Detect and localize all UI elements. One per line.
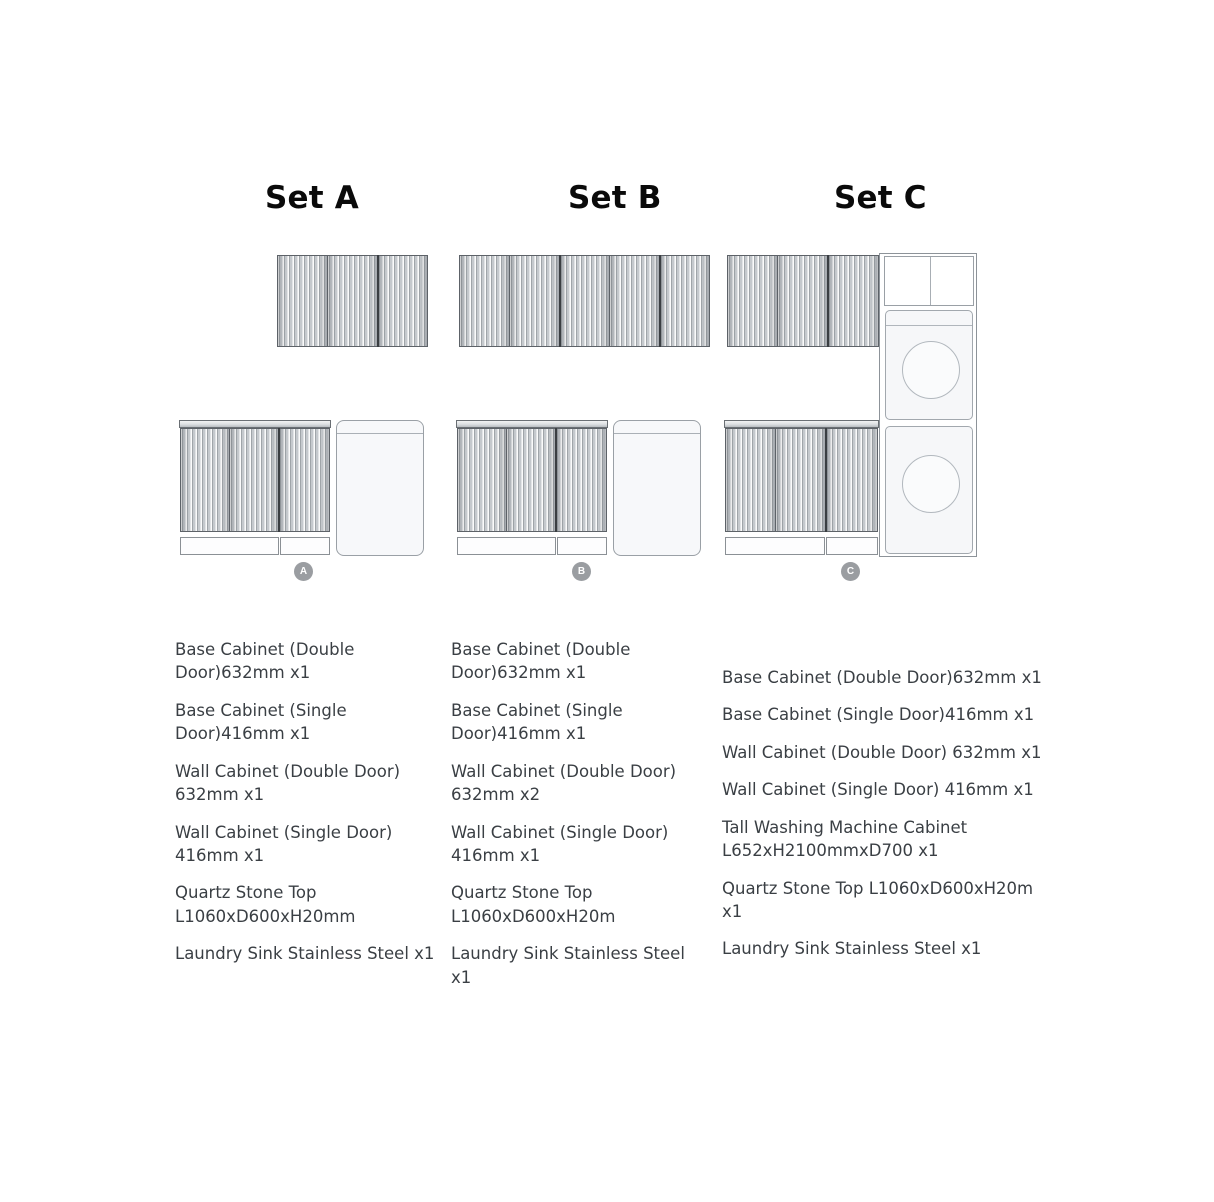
base-door-panel[interactable] (775, 428, 826, 532)
base-door-panel[interactable] (457, 428, 507, 532)
dryer-door-porthole (902, 455, 960, 513)
wall-door-panel[interactable] (509, 255, 560, 347)
plinth (180, 537, 279, 555)
spec-item: Laundry Sink Stainless Steel x1 (722, 939, 982, 959)
set-title-b: Set B (568, 180, 662, 216)
sink-top-edge (614, 433, 700, 434)
base-door-panel[interactable] (725, 428, 776, 532)
callout-badge-a: A (294, 562, 313, 581)
carcass-divider (377, 255, 379, 347)
spec-item: Wall Cabinet (Single Door) 416mm x1 (722, 780, 1034, 800)
wall-door-panel[interactable] (659, 255, 710, 347)
wall-door-panel[interactable] (827, 255, 879, 347)
laundry-sink-unit-a[interactable] (336, 420, 424, 556)
plinth (280, 537, 330, 555)
wall-door-panel[interactable] (277, 255, 328, 347)
spec-item: Wall Cabinet (Double Door) 632mm x1 (722, 742, 1042, 762)
cupboard-door-divider (930, 257, 931, 305)
laundry-sink-unit-b[interactable] (613, 420, 701, 556)
spec-item: Laundry Sink Stainless Steel x1 (451, 944, 685, 987)
base-door-panel[interactable] (229, 428, 279, 532)
spec-list-set-b (451, 638, 701, 1003)
spec-list-set-c (722, 666, 1052, 975)
wall-door-panel[interactable] (377, 255, 428, 347)
sink-top-edge (337, 433, 423, 434)
base-door-panel[interactable] (506, 428, 556, 532)
quartz-stone-top (724, 420, 879, 428)
washing-machine[interactable] (885, 310, 973, 420)
quartz-stone-top (456, 420, 608, 428)
spec-list-set-a (175, 638, 435, 980)
spec-item: Wall Cabinet (Double Door) 632mm x2 (451, 761, 677, 805)
base-door-panel[interactable] (555, 428, 607, 532)
plinth (457, 537, 556, 555)
spec-item: Quartz Stone Top L1060xD600xH20m (451, 883, 616, 926)
quartz-stone-top (179, 420, 331, 428)
wall-door-panel[interactable] (559, 255, 610, 347)
carcass-divider (827, 255, 829, 347)
carcass-divider (825, 428, 827, 532)
washer-control-panel (886, 325, 972, 326)
spec-item: Quartz Stone Top L1060xD600xH20m x1 (722, 878, 1034, 921)
plinth (725, 537, 825, 555)
tall-unit-upper-cupboard[interactable] (884, 256, 974, 306)
set-title-a: Set A (265, 180, 359, 216)
carcass-divider (278, 428, 280, 532)
tall-washing-machine-cabinet[interactable] (879, 253, 977, 557)
spec-item: Base Cabinet (Single Door)416mm x1 (451, 700, 623, 744)
set-title-c: Set C (834, 180, 927, 216)
wall-door-panel[interactable] (327, 255, 378, 347)
wall-door-panel[interactable] (727, 255, 778, 347)
spec-item: Base Cabinet (Double Door)632mm x1 (175, 640, 355, 683)
spec-item: Tall Washing Machine Cabinet L652xH2100mmxD700 x1 (722, 817, 968, 861)
base-door-panel[interactable] (825, 428, 878, 532)
carcass-divider (555, 428, 557, 532)
wall-door-panel[interactable] (459, 255, 510, 347)
spec-item: Quartz Stone Top L1060xD600xH20mm (175, 883, 356, 926)
spec-item: Wall Cabinet (Single Door) 416mm x1 (175, 822, 393, 865)
carcass-divider (659, 255, 661, 347)
callout-badge-b: B (572, 562, 591, 581)
base-door-panel[interactable] (278, 428, 330, 532)
spec-item: Wall Cabinet (Double Door) 632mm x1 (175, 761, 401, 805)
spec-item: Wall Cabinet (Single Door) 416mm x1 (451, 822, 669, 865)
wall-door-panel[interactable] (777, 255, 828, 347)
spec-item: Base Cabinet (Single Door)416mm x1 (175, 700, 347, 744)
washer-door-porthole (902, 341, 960, 399)
callout-badge-c: C (841, 562, 860, 581)
spec-item: Base Cabinet (Single Door)416mm x1 (722, 705, 1035, 725)
spec-item: Base Cabinet (Double Door)632mm x1 (451, 640, 631, 683)
spec-item: Laundry Sink Stainless Steel x1 (175, 944, 435, 964)
plinth (826, 537, 878, 555)
wall-door-panel[interactable] (609, 255, 660, 347)
base-door-panel[interactable] (180, 428, 230, 532)
carcass-divider (559, 255, 561, 347)
dryer[interactable] (885, 426, 973, 554)
spec-item: Base Cabinet (Double Door)632mm x1 (722, 668, 1042, 687)
plinth (557, 537, 607, 555)
